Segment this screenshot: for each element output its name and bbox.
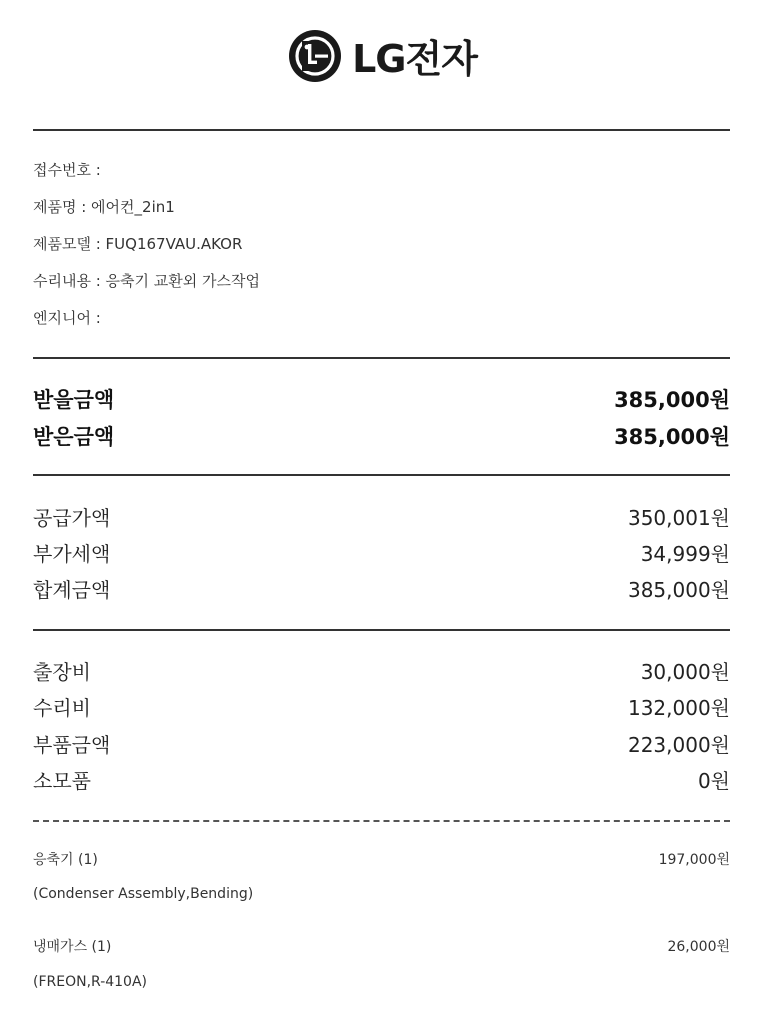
amount-to-receive-row <box>33 384 730 414</box>
product-name: 제품명 : 에어컨_2in1 <box>33 198 175 216</box>
receipt-number: 접수번호 : <box>33 161 101 179</box>
divider-amounts <box>33 474 730 476</box>
travel-fee-row <box>33 656 730 685</box>
vat-label: 부가세액 <box>33 542 111 566</box>
brand-logo <box>0 28 765 83</box>
amount-received-row <box>33 421 730 451</box>
divider-dashed <box>33 820 730 822</box>
consumables-value: 0원 <box>697 769 730 793</box>
amount-received-label: 받은금액 <box>33 425 115 449</box>
parts-fee-row <box>33 729 730 758</box>
parts-fee-label: 부품금액 <box>33 733 111 757</box>
total-value: 385,000원 <box>627 578 730 602</box>
supply-row <box>33 502 730 531</box>
engineer: 엔지니어 : <box>33 309 101 327</box>
travel-fee-label: 출장비 <box>33 660 91 684</box>
divider-top <box>33 129 730 131</box>
divider-tax <box>33 629 730 631</box>
supply-value: 350,001원 <box>627 506 730 530</box>
amount-to-receive-value: 385,000원 <box>614 388 730 412</box>
part-item-price: 26,000원 <box>667 939 730 955</box>
amount-to-receive-label: 받을금액 <box>33 388 115 412</box>
total-label: 합계금액 <box>33 578 111 602</box>
supply-label: 공급가액 <box>33 506 111 530</box>
consumables-label: 소모품 <box>33 769 91 793</box>
vat-value: 34,999원 <box>640 542 730 566</box>
product-model: 제품모델 : FUQ167VAU.AKOR <box>33 235 243 253</box>
repair-fee-label: 수리비 <box>33 696 91 720</box>
part-item-name: 응축기 (1) <box>33 852 98 868</box>
repair-content: 수리내용 : 응축기 교환외 가스작업 <box>33 272 260 290</box>
divider-info <box>33 357 730 359</box>
consumables-row <box>33 765 730 794</box>
part-item-price: 197,000원 <box>658 852 730 868</box>
repair-fee-row <box>33 692 730 721</box>
part-item-row <box>33 849 730 869</box>
travel-fee-value: 30,000원 <box>640 660 730 684</box>
total-row <box>33 574 730 603</box>
part-item-row <box>33 936 730 956</box>
amount-received-value: 385,000원 <box>614 425 730 449</box>
lg-face-icon <box>288 29 342 83</box>
repair-fee-value: 132,000원 <box>627 696 730 720</box>
parts-fee-value: 223,000원 <box>627 733 730 757</box>
part-item-detail: (Condenser Assembly,Bending) <box>33 886 254 902</box>
part-item-detail: (FREON,R-410A) <box>33 974 148 990</box>
part-item-name: 냉매가스 (1) <box>33 939 112 955</box>
vat-row <box>33 538 730 567</box>
brand-name: LG전자 <box>352 37 477 81</box>
